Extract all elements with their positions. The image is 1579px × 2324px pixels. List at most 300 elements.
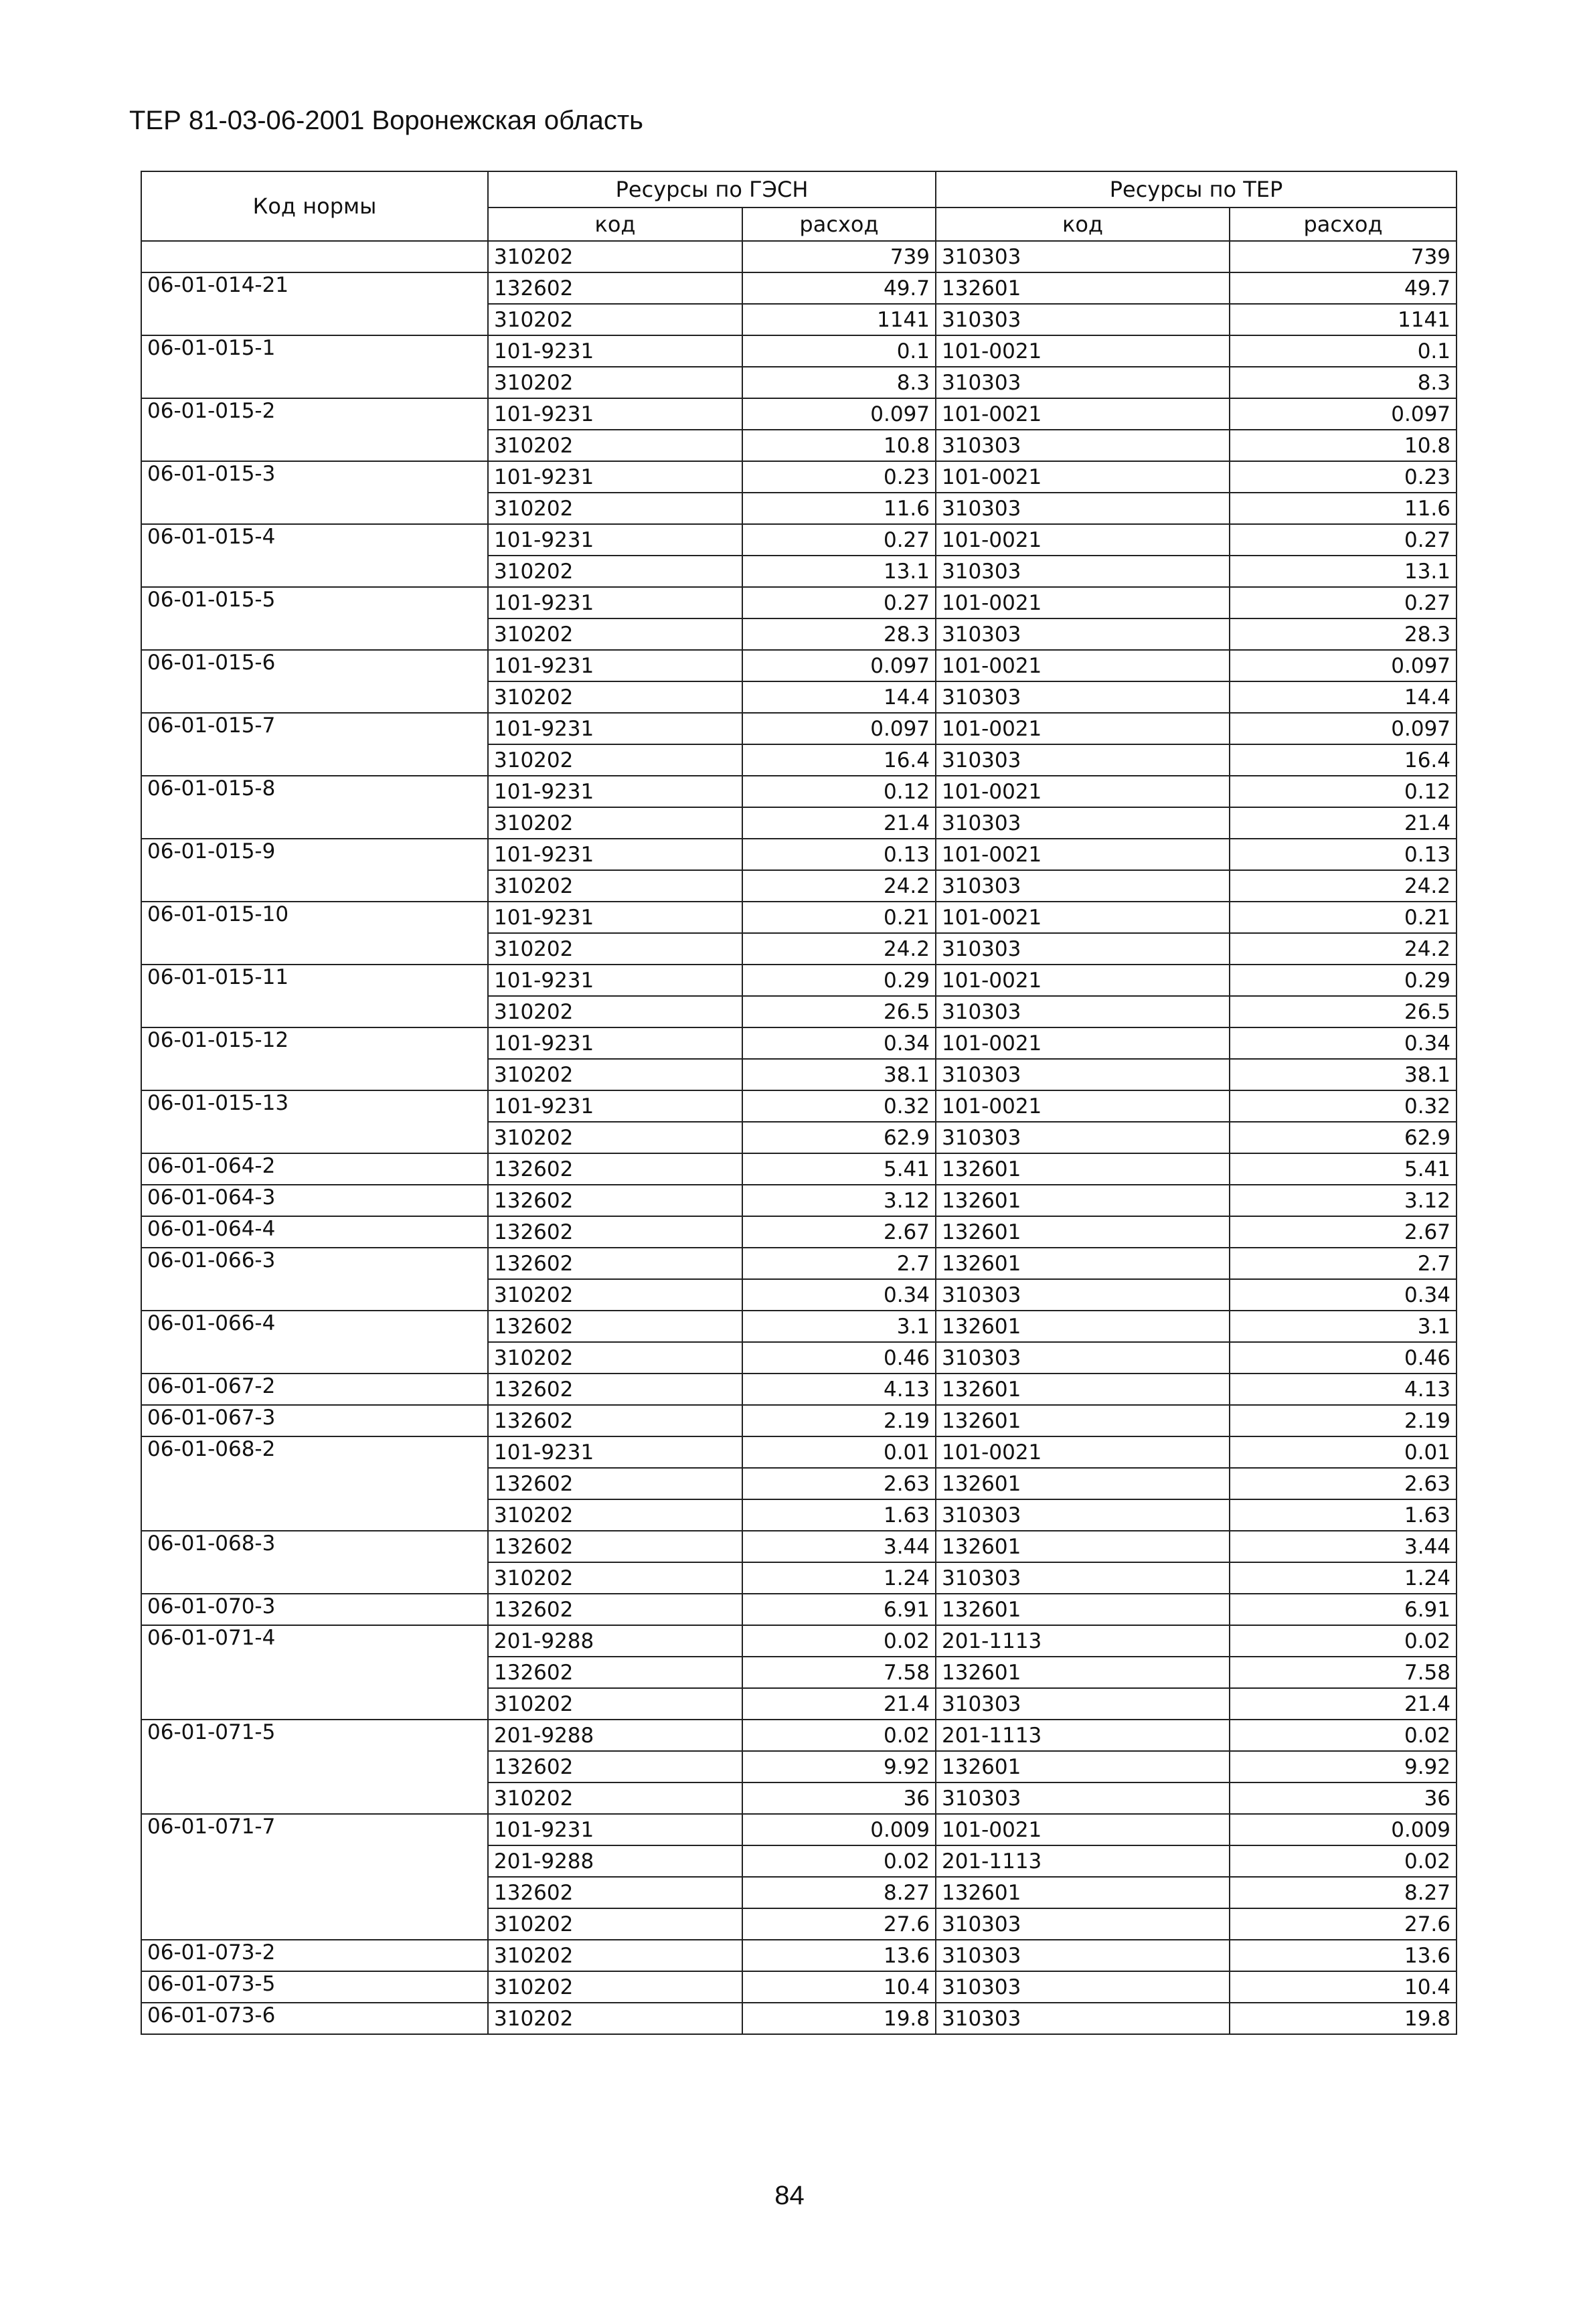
gesn-consumption-cell: 8.3 bbox=[742, 367, 936, 398]
norm-code-cell: 06-01-015-6 bbox=[141, 650, 488, 713]
ter-code-cell: 201-1113 bbox=[936, 1625, 1230, 1657]
gesn-code-cell: 310202 bbox=[488, 1688, 742, 1720]
gesn-code-cell: 310202 bbox=[488, 933, 742, 965]
ter-consumption-cell: 14.4 bbox=[1230, 681, 1457, 713]
table-row bbox=[141, 1814, 1457, 1845]
ter-consumption-cell: 11.6 bbox=[1230, 493, 1457, 524]
ter-consumption-cell: 739 bbox=[1230, 241, 1457, 272]
gesn-consumption-cell: 3.1 bbox=[742, 1311, 936, 1342]
ter-code-cell: 310303 bbox=[936, 681, 1230, 713]
norm-code-cell: 06-01-015-3 bbox=[141, 461, 488, 524]
ter-code-cell: 310303 bbox=[936, 1908, 1230, 1940]
gesn-consumption-cell: 28.3 bbox=[742, 618, 936, 650]
gesn-code-cell: 101-9231 bbox=[488, 1090, 742, 1122]
ter-code-cell: 132601 bbox=[936, 1311, 1230, 1342]
norm-code-cell: 06-01-068-3 bbox=[141, 1531, 488, 1594]
gesn-consumption-cell: 0.34 bbox=[742, 1279, 936, 1311]
document-title: ТЕР 81-03-06-2001 Воронежская область bbox=[129, 106, 644, 135]
table-row bbox=[141, 1405, 1457, 1436]
table-row bbox=[141, 1216, 1457, 1248]
table-row bbox=[141, 1720, 1457, 1751]
gesn-consumption-cell: 2.67 bbox=[742, 1216, 936, 1248]
gesn-consumption-cell: 8.27 bbox=[742, 1877, 936, 1908]
ter-consumption-cell: 10.4 bbox=[1230, 1971, 1457, 2003]
ter-code-cell: 132601 bbox=[936, 1405, 1230, 1436]
gesn-code-cell: 132602 bbox=[488, 1248, 742, 1279]
gesn-consumption-cell: 3.44 bbox=[742, 1531, 936, 1562]
ter-consumption-cell: 49.7 bbox=[1230, 272, 1457, 304]
gesn-code-cell: 310202 bbox=[488, 744, 742, 776]
header-gesn-consumption: расход bbox=[742, 208, 936, 241]
norm-code-cell: 06-01-015-8 bbox=[141, 776, 488, 839]
ter-consumption-cell: 0.01 bbox=[1230, 1436, 1457, 1468]
table-row bbox=[141, 241, 1457, 272]
gesn-consumption-cell: 0.21 bbox=[742, 902, 936, 933]
table-row bbox=[141, 1027, 1457, 1059]
gesn-consumption-cell: 21.4 bbox=[742, 807, 936, 839]
gesn-consumption-cell: 0.097 bbox=[742, 650, 936, 681]
ter-consumption-cell: 8.27 bbox=[1230, 1877, 1457, 1908]
table-row bbox=[141, 902, 1457, 933]
ter-code-cell: 310303 bbox=[936, 1562, 1230, 1594]
ter-consumption-cell: 0.34 bbox=[1230, 1279, 1457, 1311]
norm-code-cell: 06-01-064-2 bbox=[141, 1153, 488, 1185]
ter-consumption-cell: 24.2 bbox=[1230, 933, 1457, 965]
table-row bbox=[141, 2003, 1457, 2034]
ter-code-cell: 132601 bbox=[936, 1468, 1230, 1499]
ter-consumption-cell: 4.13 bbox=[1230, 1374, 1457, 1405]
ter-code-cell: 101-0021 bbox=[936, 461, 1230, 493]
ter-consumption-cell: 13.6 bbox=[1230, 1940, 1457, 1971]
norm-code-cell: 06-01-014-21 bbox=[141, 272, 488, 335]
ter-code-cell: 310303 bbox=[936, 430, 1230, 461]
ter-code-cell: 132601 bbox=[936, 1153, 1230, 1185]
ter-consumption-cell: 26.5 bbox=[1230, 996, 1457, 1027]
gesn-code-cell: 101-9231 bbox=[488, 839, 742, 870]
ter-consumption-cell: 0.32 bbox=[1230, 1090, 1457, 1122]
table-row bbox=[141, 335, 1457, 367]
ter-code-cell: 310303 bbox=[936, 744, 1230, 776]
gesn-consumption-cell: 13.1 bbox=[742, 556, 936, 587]
header-ter-group: Ресурсы по ТЕР bbox=[936, 171, 1457, 208]
ter-consumption-cell: 0.02 bbox=[1230, 1845, 1457, 1877]
norm-code-cell: 06-01-015-4 bbox=[141, 524, 488, 587]
ter-consumption-cell: 38.1 bbox=[1230, 1059, 1457, 1090]
header-norm-code: Код нормы bbox=[141, 171, 488, 241]
ter-consumption-cell: 0.097 bbox=[1230, 650, 1457, 681]
gesn-code-cell: 101-9231 bbox=[488, 650, 742, 681]
gesn-code-cell: 310202 bbox=[488, 430, 742, 461]
gesn-consumption-cell: 0.12 bbox=[742, 776, 936, 807]
ter-code-cell: 132601 bbox=[936, 1877, 1230, 1908]
gesn-consumption-cell: 0.23 bbox=[742, 461, 936, 493]
gesn-code-cell: 132602 bbox=[488, 1185, 742, 1216]
gesn-code-cell: 132602 bbox=[488, 1311, 742, 1342]
gesn-consumption-cell: 49.7 bbox=[742, 272, 936, 304]
norm-code-cell: 06-01-015-7 bbox=[141, 713, 488, 776]
gesn-consumption-cell: 0.29 bbox=[742, 965, 936, 996]
ter-consumption-cell: 0.27 bbox=[1230, 524, 1457, 556]
table-row bbox=[141, 1311, 1457, 1342]
ter-code-cell: 310303 bbox=[936, 1342, 1230, 1374]
norm-code-cell: 06-01-015-2 bbox=[141, 398, 488, 461]
ter-code-cell: 132601 bbox=[936, 1657, 1230, 1688]
ter-consumption-cell: 0.46 bbox=[1230, 1342, 1457, 1374]
ter-consumption-cell: 9.92 bbox=[1230, 1751, 1457, 1782]
ter-code-cell: 101-0021 bbox=[936, 1814, 1230, 1845]
ter-consumption-cell: 0.02 bbox=[1230, 1625, 1457, 1657]
gesn-code-cell: 310202 bbox=[488, 681, 742, 713]
ter-code-cell: 132601 bbox=[936, 1374, 1230, 1405]
ter-code-cell: 101-0021 bbox=[936, 650, 1230, 681]
ter-consumption-cell: 0.34 bbox=[1230, 1027, 1457, 1059]
gesn-consumption-cell: 36 bbox=[742, 1782, 936, 1814]
norm-code-cell: 06-01-073-2 bbox=[141, 1940, 488, 1971]
table-row bbox=[141, 524, 1457, 556]
gesn-consumption-cell: 5.41 bbox=[742, 1153, 936, 1185]
ter-consumption-cell: 3.12 bbox=[1230, 1185, 1457, 1216]
norm-code-cell: 06-01-070-3 bbox=[141, 1594, 488, 1625]
gesn-code-cell: 310202 bbox=[488, 1059, 742, 1090]
ter-code-cell: 310303 bbox=[936, 1688, 1230, 1720]
gesn-consumption-cell: 1141 bbox=[742, 304, 936, 335]
ter-consumption-cell: 0.1 bbox=[1230, 335, 1457, 367]
ter-code-cell: 132601 bbox=[936, 1248, 1230, 1279]
norm-code-cell: 06-01-071-7 bbox=[141, 1814, 488, 1940]
table-row bbox=[141, 398, 1457, 430]
gesn-code-cell: 132602 bbox=[488, 1468, 742, 1499]
gesn-code-cell: 101-9231 bbox=[488, 461, 742, 493]
gesn-consumption-cell: 2.19 bbox=[742, 1405, 936, 1436]
ter-code-cell: 310303 bbox=[936, 304, 1230, 335]
gesn-consumption-cell: 3.12 bbox=[742, 1185, 936, 1216]
ter-consumption-cell: 7.58 bbox=[1230, 1657, 1457, 1688]
gesn-code-cell: 132602 bbox=[488, 1153, 742, 1185]
gesn-consumption-cell: 0.46 bbox=[742, 1342, 936, 1374]
table-row bbox=[141, 1374, 1457, 1405]
ter-consumption-cell: 0.02 bbox=[1230, 1720, 1457, 1751]
gesn-code-cell: 101-9231 bbox=[488, 335, 742, 367]
ter-code-cell: 101-0021 bbox=[936, 1436, 1230, 1468]
gesn-consumption-cell: 739 bbox=[742, 241, 936, 272]
ter-code-cell: 310303 bbox=[936, 241, 1230, 272]
gesn-code-cell: 310202 bbox=[488, 1782, 742, 1814]
norm-code-cell: 06-01-015-9 bbox=[141, 839, 488, 902]
gesn-code-cell: 132602 bbox=[488, 1594, 742, 1625]
gesn-consumption-cell: 24.2 bbox=[742, 870, 936, 902]
gesn-consumption-cell: 4.13 bbox=[742, 1374, 936, 1405]
ter-consumption-cell: 0.13 bbox=[1230, 839, 1457, 870]
table-row bbox=[141, 965, 1457, 996]
gesn-code-cell: 310202 bbox=[488, 1279, 742, 1311]
ter-consumption-cell: 0.12 bbox=[1230, 776, 1457, 807]
ter-code-cell: 310303 bbox=[936, 1059, 1230, 1090]
gesn-code-cell: 310202 bbox=[488, 556, 742, 587]
norm-code-cell: 06-01-015-13 bbox=[141, 1090, 488, 1153]
ter-consumption-cell: 6.91 bbox=[1230, 1594, 1457, 1625]
ter-consumption-cell: 3.44 bbox=[1230, 1531, 1457, 1562]
ter-consumption-cell: 5.41 bbox=[1230, 1153, 1457, 1185]
gesn-consumption-cell: 19.8 bbox=[742, 2003, 936, 2034]
norm-code-cell: 06-01-067-3 bbox=[141, 1405, 488, 1436]
gesn-code-cell: 132602 bbox=[488, 1405, 742, 1436]
gesn-consumption-cell: 10.4 bbox=[742, 1971, 936, 2003]
norm-code-cell: 06-01-015-10 bbox=[141, 902, 488, 965]
gesn-code-cell: 132602 bbox=[488, 1657, 742, 1688]
ter-consumption-cell: 0.21 bbox=[1230, 902, 1457, 933]
gesn-consumption-cell: 9.92 bbox=[742, 1751, 936, 1782]
gesn-code-cell: 310202 bbox=[488, 1940, 742, 1971]
table-row bbox=[141, 587, 1457, 618]
ter-code-cell: 132601 bbox=[936, 1216, 1230, 1248]
table-row bbox=[141, 776, 1457, 807]
gesn-code-cell: 310202 bbox=[488, 493, 742, 524]
ter-code-cell: 310303 bbox=[936, 367, 1230, 398]
ter-code-cell: 310303 bbox=[936, 2003, 1230, 2034]
norm-code-cell: 06-01-066-3 bbox=[141, 1248, 488, 1311]
table-row bbox=[141, 272, 1457, 304]
ter-consumption-cell: 10.8 bbox=[1230, 430, 1457, 461]
norm-code-cell: 06-01-066-4 bbox=[141, 1311, 488, 1374]
gesn-code-cell: 201-9288 bbox=[488, 1720, 742, 1751]
ter-consumption-cell: 19.8 bbox=[1230, 2003, 1457, 2034]
ter-code-cell: 310303 bbox=[936, 1499, 1230, 1531]
gesn-code-cell: 310202 bbox=[488, 1971, 742, 2003]
norm-code-cell: 06-01-015-5 bbox=[141, 587, 488, 650]
gesn-code-cell: 310202 bbox=[488, 1562, 742, 1594]
gesn-consumption-cell: 0.02 bbox=[742, 1720, 936, 1751]
table-header bbox=[141, 171, 1457, 241]
gesn-consumption-cell: 0.34 bbox=[742, 1027, 936, 1059]
ter-code-cell: 101-0021 bbox=[936, 713, 1230, 744]
table-row bbox=[141, 1185, 1457, 1216]
ter-code-cell: 101-0021 bbox=[936, 524, 1230, 556]
gesn-code-cell: 132602 bbox=[488, 1531, 742, 1562]
ter-code-cell: 310303 bbox=[936, 556, 1230, 587]
table-row bbox=[141, 1531, 1457, 1562]
table-row bbox=[141, 461, 1457, 493]
ter-code-cell: 101-0021 bbox=[936, 776, 1230, 807]
ter-code-cell: 310303 bbox=[936, 807, 1230, 839]
gesn-consumption-cell: 1.63 bbox=[742, 1499, 936, 1531]
gesn-code-cell: 101-9231 bbox=[488, 587, 742, 618]
ter-code-cell: 310303 bbox=[936, 1940, 1230, 1971]
ter-consumption-cell: 21.4 bbox=[1230, 1688, 1457, 1720]
gesn-consumption-cell: 0.1 bbox=[742, 335, 936, 367]
resources-table bbox=[141, 171, 1457, 2035]
header-ter-consumption: расход bbox=[1230, 208, 1457, 241]
gesn-consumption-cell: 24.2 bbox=[742, 933, 936, 965]
ter-code-cell: 132601 bbox=[936, 272, 1230, 304]
header-ter-code: код bbox=[936, 208, 1230, 241]
ter-code-cell: 132601 bbox=[936, 1594, 1230, 1625]
ter-code-cell: 310303 bbox=[936, 1279, 1230, 1311]
norm-code-cell: 06-01-015-1 bbox=[141, 335, 488, 398]
gesn-code-cell: 132602 bbox=[488, 1751, 742, 1782]
ter-code-cell: 101-0021 bbox=[936, 1027, 1230, 1059]
ter-consumption-cell: 3.1 bbox=[1230, 1311, 1457, 1342]
gesn-consumption-cell: 0.02 bbox=[742, 1845, 936, 1877]
norm-code-cell: 06-01-071-4 bbox=[141, 1625, 488, 1720]
norm-code-cell: 06-01-073-6 bbox=[141, 2003, 488, 2034]
norm-code-cell: 06-01-064-3 bbox=[141, 1185, 488, 1216]
ter-consumption-cell: 0.27 bbox=[1230, 587, 1457, 618]
ter-consumption-cell: 2.7 bbox=[1230, 1248, 1457, 1279]
table-row bbox=[141, 1625, 1457, 1657]
gesn-consumption-cell: 1.24 bbox=[742, 1562, 936, 1594]
gesn-code-cell: 310202 bbox=[488, 996, 742, 1027]
gesn-code-cell: 310202 bbox=[488, 304, 742, 335]
ter-code-cell: 310303 bbox=[936, 493, 1230, 524]
ter-code-cell: 101-0021 bbox=[936, 587, 1230, 618]
table-row bbox=[141, 1248, 1457, 1279]
ter-consumption-cell: 0.097 bbox=[1230, 713, 1457, 744]
gesn-code-cell: 310202 bbox=[488, 2003, 742, 2034]
gesn-code-cell: 201-9288 bbox=[488, 1845, 742, 1877]
ter-consumption-cell: 62.9 bbox=[1230, 1122, 1457, 1153]
ter-consumption-cell: 36 bbox=[1230, 1782, 1457, 1814]
gesn-consumption-cell: 2.63 bbox=[742, 1468, 936, 1499]
gesn-consumption-cell: 14.4 bbox=[742, 681, 936, 713]
norm-code-cell: 06-01-071-5 bbox=[141, 1720, 488, 1814]
norm-code-cell: 06-01-067-2 bbox=[141, 1374, 488, 1405]
gesn-consumption-cell: 6.91 bbox=[742, 1594, 936, 1625]
gesn-code-cell: 310202 bbox=[488, 618, 742, 650]
gesn-consumption-cell: 0.13 bbox=[742, 839, 936, 870]
page-number: 84 bbox=[774, 2181, 805, 2210]
ter-consumption-cell: 0.009 bbox=[1230, 1814, 1457, 1845]
ter-code-cell: 310303 bbox=[936, 996, 1230, 1027]
gesn-code-cell: 132602 bbox=[488, 1216, 742, 1248]
ter-code-cell: 132601 bbox=[936, 1531, 1230, 1562]
ter-code-cell: 132601 bbox=[936, 1185, 1230, 1216]
ter-code-cell: 310303 bbox=[936, 618, 1230, 650]
gesn-code-cell: 310202 bbox=[488, 1908, 742, 1940]
ter-consumption-cell: 8.3 bbox=[1230, 367, 1457, 398]
table-row bbox=[141, 1153, 1457, 1185]
ter-consumption-cell: 24.2 bbox=[1230, 870, 1457, 902]
ter-consumption-cell: 28.3 bbox=[1230, 618, 1457, 650]
gesn-code-cell: 101-9231 bbox=[488, 1027, 742, 1059]
norm-code-cell bbox=[141, 241, 488, 272]
ter-consumption-cell: 16.4 bbox=[1230, 744, 1457, 776]
gesn-consumption-cell: 0.02 bbox=[742, 1625, 936, 1657]
gesn-consumption-cell: 38.1 bbox=[742, 1059, 936, 1090]
ter-consumption-cell: 0.29 bbox=[1230, 965, 1457, 996]
gesn-consumption-cell: 2.7 bbox=[742, 1248, 936, 1279]
ter-consumption-cell: 21.4 bbox=[1230, 807, 1457, 839]
ter-code-cell: 310303 bbox=[936, 870, 1230, 902]
ter-code-cell: 101-0021 bbox=[936, 902, 1230, 933]
gesn-consumption-cell: 13.6 bbox=[742, 1940, 936, 1971]
gesn-consumption-cell: 0.097 bbox=[742, 713, 936, 744]
gesn-code-cell: 132602 bbox=[488, 1877, 742, 1908]
ter-consumption-cell: 1141 bbox=[1230, 304, 1457, 335]
ter-code-cell: 310303 bbox=[936, 933, 1230, 965]
gesn-consumption-cell: 26.5 bbox=[742, 996, 936, 1027]
ter-code-cell: 101-0021 bbox=[936, 965, 1230, 996]
table-row bbox=[141, 1971, 1457, 2003]
ter-code-cell: 132601 bbox=[936, 1751, 1230, 1782]
gesn-code-cell: 310202 bbox=[488, 1499, 742, 1531]
gesn-consumption-cell: 0.01 bbox=[742, 1436, 936, 1468]
norm-code-cell: 06-01-073-5 bbox=[141, 1971, 488, 2003]
ter-consumption-cell: 13.1 bbox=[1230, 556, 1457, 587]
gesn-consumption-cell: 7.58 bbox=[742, 1657, 936, 1688]
gesn-consumption-cell: 0.32 bbox=[742, 1090, 936, 1122]
gesn-code-cell: 101-9231 bbox=[488, 965, 742, 996]
gesn-code-cell: 101-9231 bbox=[488, 524, 742, 556]
gesn-code-cell: 310202 bbox=[488, 870, 742, 902]
gesn-code-cell: 101-9231 bbox=[488, 1436, 742, 1468]
table-row bbox=[141, 1940, 1457, 1971]
table-row bbox=[141, 713, 1457, 744]
ter-consumption-cell: 2.67 bbox=[1230, 1216, 1457, 1248]
header-gesn-group: Ресурсы по ГЭСН bbox=[488, 171, 936, 208]
gesn-consumption-cell: 10.8 bbox=[742, 430, 936, 461]
gesn-consumption-cell: 27.6 bbox=[742, 1908, 936, 1940]
ter-code-cell: 310303 bbox=[936, 1122, 1230, 1153]
gesn-consumption-cell: 62.9 bbox=[742, 1122, 936, 1153]
ter-consumption-cell: 2.19 bbox=[1230, 1405, 1457, 1436]
ter-code-cell: 101-0021 bbox=[936, 839, 1230, 870]
norm-code-cell: 06-01-068-2 bbox=[141, 1436, 488, 1531]
norm-code-cell: 06-01-015-12 bbox=[141, 1027, 488, 1090]
header-gesn-code: код bbox=[488, 208, 742, 241]
ter-code-cell: 101-0021 bbox=[936, 335, 1230, 367]
table-row bbox=[141, 1436, 1457, 1468]
gesn-code-cell: 101-9231 bbox=[488, 713, 742, 744]
ter-consumption-cell: 27.6 bbox=[1230, 1908, 1457, 1940]
gesn-consumption-cell: 0.097 bbox=[742, 398, 936, 430]
ter-code-cell: 201-1113 bbox=[936, 1845, 1230, 1877]
gesn-code-cell: 310202 bbox=[488, 807, 742, 839]
gesn-code-cell: 101-9231 bbox=[488, 776, 742, 807]
gesn-consumption-cell: 0.009 bbox=[742, 1814, 936, 1845]
ter-consumption-cell: 0.23 bbox=[1230, 461, 1457, 493]
gesn-consumption-cell: 11.6 bbox=[742, 493, 936, 524]
table-body bbox=[141, 241, 1457, 2034]
ter-consumption-cell: 1.24 bbox=[1230, 1562, 1457, 1594]
ter-code-cell: 310303 bbox=[936, 1971, 1230, 2003]
table-row bbox=[141, 1090, 1457, 1122]
ter-code-cell: 101-0021 bbox=[936, 1090, 1230, 1122]
gesn-consumption-cell: 0.27 bbox=[742, 524, 936, 556]
gesn-code-cell: 132602 bbox=[488, 1374, 742, 1405]
gesn-code-cell: 132602 bbox=[488, 272, 742, 304]
gesn-consumption-cell: 16.4 bbox=[742, 744, 936, 776]
ter-code-cell: 201-1113 bbox=[936, 1720, 1230, 1751]
gesn-code-cell: 101-9231 bbox=[488, 1814, 742, 1845]
gesn-consumption-cell: 0.27 bbox=[742, 587, 936, 618]
gesn-code-cell: 201-9288 bbox=[488, 1625, 742, 1657]
table-row bbox=[141, 650, 1457, 681]
ter-consumption-cell: 2.63 bbox=[1230, 1468, 1457, 1499]
gesn-consumption-cell: 21.4 bbox=[742, 1688, 936, 1720]
gesn-code-cell: 310202 bbox=[488, 1122, 742, 1153]
table-row bbox=[141, 839, 1457, 870]
gesn-code-cell: 101-9231 bbox=[488, 398, 742, 430]
norm-code-cell: 06-01-015-11 bbox=[141, 965, 488, 1027]
gesn-code-cell: 310202 bbox=[488, 241, 742, 272]
gesn-code-cell: 310202 bbox=[488, 1342, 742, 1374]
ter-code-cell: 101-0021 bbox=[936, 398, 1230, 430]
ter-consumption-cell: 0.097 bbox=[1230, 398, 1457, 430]
gesn-code-cell: 101-9231 bbox=[488, 902, 742, 933]
table-row bbox=[141, 1594, 1457, 1625]
gesn-code-cell: 310202 bbox=[488, 367, 742, 398]
norm-code-cell: 06-01-064-4 bbox=[141, 1216, 488, 1248]
